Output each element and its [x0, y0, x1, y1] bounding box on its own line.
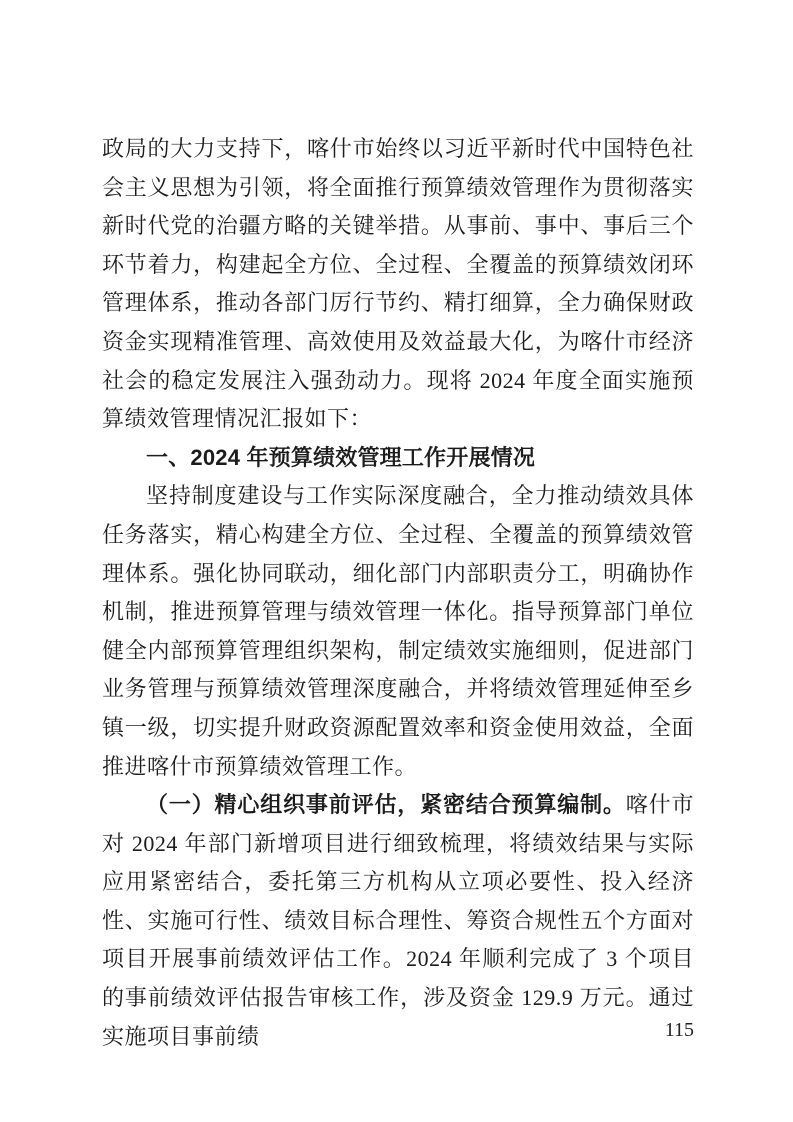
- document-body: [102, 130, 694, 1056]
- section-heading: [102, 439, 694, 478]
- bold-text-run: （一）精心组织事前评估，紧密结合预算编制。: [146, 792, 626, 818]
- text-run: 喀什市对 2024 年部门新增项目进行细致梳理，将绩效结果与实际应用紧密结合，委托第三方机构从立项必要性、投入经济性、实施可行性、绩效目标合理性、筹资合规性五个方面对项目开展事前绩效评估工作。2024 年顺利完成了 3 个项目的事前绩效评估报告审核工作，涉及资金 129.9 万元。通过实施项目事前绩: [102, 792, 694, 1049]
- page-number: 115: [664, 1019, 694, 1041]
- text-run: 坚持制度建设与工作实际深度融合，全力推动绩效具体任务落实，精心构建全方位、全过程、全覆盖的预算绩效管理体系。强化协同联动，细化部门内部职责分工，明确协作机制，推进预算管理与绩效管理一体化。指导预算部门单位健全内部预算管理组织架构，制定绩效实施细则，促进部门业务管理与预算绩效管理深度融合，并将绩效管理延伸至乡镇一级，切实提升财政资源配置效率和资金使用效益，全面推进喀什市预算绩效管理工作。: [102, 483, 694, 779]
- paragraph: [102, 477, 694, 786]
- paragraph: [102, 130, 694, 439]
- bold-text-run: 一、2024 年预算绩效管理工作开展情况: [146, 444, 536, 470]
- text-run: 政局的大力支持下，喀什市始终以习近平新时代中国特色社会主义思想为引领，将全面推行预算绩效管理作为贯彻落实新时代党的治疆方略的关键举措。从事前、事中、事后三个环节着力，构建起全方位、全过程、全覆盖的预算绩效闭环管理体系，推动各部门厉行节约、精打细算，全力确保财政资金实现精准管理、高效使用及效益最大化，为喀什市经济社会的稳定发展注入强劲动力。现将 2024 年度全面实施预算绩效管理情况汇报如下：: [102, 136, 694, 432]
